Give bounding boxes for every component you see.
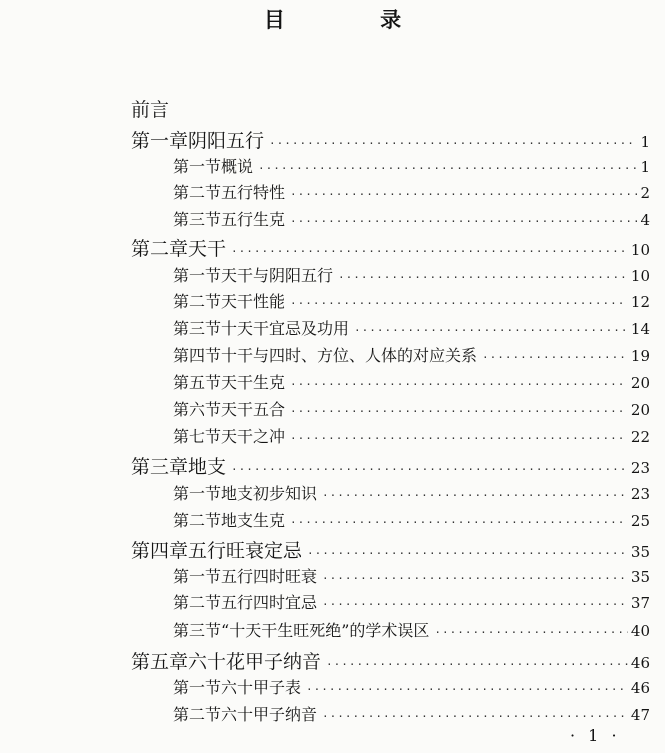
section-title: 天干性能 xyxy=(221,292,286,311)
page-ref: 2 xyxy=(640,184,650,202)
page-ref: 10 xyxy=(630,267,650,285)
chapter-number: 第二章 xyxy=(131,238,189,260)
toc-section-entry xyxy=(173,481,650,503)
page-ref: 46 xyxy=(630,654,650,672)
toc-section-entry xyxy=(173,180,650,202)
section-number: 第七节 xyxy=(173,427,222,446)
page-ref: 10 xyxy=(630,241,650,259)
page-ref: 1 xyxy=(640,133,650,151)
section-title: 五行特性 xyxy=(221,183,286,202)
toc-section-entry xyxy=(173,154,650,176)
dot-leader xyxy=(290,215,637,228)
toc-section-entry xyxy=(173,370,650,392)
section-number: 第一节 xyxy=(173,157,222,176)
dot-leader xyxy=(338,271,628,284)
page-ref: 22 xyxy=(630,428,650,446)
page-ref: 14 xyxy=(630,320,650,338)
section-number: 第一节 xyxy=(173,266,222,285)
section-number: 第六节 xyxy=(173,400,222,419)
section-title: 地支生克 xyxy=(221,511,286,530)
page-ref: 23 xyxy=(630,459,650,477)
dot-leader xyxy=(482,351,628,364)
section-title: 五行生克 xyxy=(221,210,286,229)
toc-section-entry xyxy=(173,343,650,365)
toc-section-entry xyxy=(173,263,650,285)
section-title: 五行四时宜忌 xyxy=(221,593,318,612)
section-title: 天干生克 xyxy=(221,373,286,392)
page-ref: 20 xyxy=(630,401,650,419)
toc-chapter-entry xyxy=(131,536,650,560)
page-ref: 40 xyxy=(630,622,650,640)
dot-leader xyxy=(290,432,628,445)
chapter-number: 第五章 xyxy=(131,651,189,673)
section-number: 第三节 xyxy=(173,621,222,640)
section-title: 五行四时旺衰 xyxy=(221,567,318,586)
section-title: 天干与阴阳五行 xyxy=(221,266,334,285)
toc-chapter-entry xyxy=(131,452,650,476)
dot-leader xyxy=(326,658,628,671)
page-ref: 37 xyxy=(630,594,650,612)
dot-leader xyxy=(290,516,628,529)
section-number: 第一节 xyxy=(173,567,222,586)
toc-section-entry xyxy=(173,590,650,612)
preface-entry: 前言 xyxy=(131,99,170,121)
toc-section-entry xyxy=(173,207,650,229)
section-number: 第一节 xyxy=(173,484,222,503)
dot-leader xyxy=(322,572,628,585)
section-number: 第二节 xyxy=(173,511,222,530)
section-title: 概说 xyxy=(221,157,254,176)
toc-chapter-entry xyxy=(131,647,650,671)
toc-chapter-entry xyxy=(131,126,650,150)
toc-section-entry xyxy=(173,424,650,446)
chapter-title: 阴阳五行 xyxy=(188,130,265,152)
page-ref: 1 xyxy=(640,158,650,176)
dot-leader xyxy=(434,626,628,639)
dot-leader xyxy=(290,297,628,310)
section-number: 第三节 xyxy=(173,319,222,338)
page-ref: 47 xyxy=(630,706,650,724)
section-title: 天干之冲 xyxy=(221,427,286,446)
dot-leader xyxy=(290,188,637,201)
dot-leader xyxy=(290,405,628,418)
section-title: 十天干宜忌及功用 xyxy=(221,319,350,338)
dot-leader xyxy=(269,137,637,150)
section-title: 六十甲子纳音 xyxy=(221,705,318,724)
chapter-number: 第四章 xyxy=(131,540,189,562)
section-title: 天干五合 xyxy=(221,400,286,419)
toc-section-entry xyxy=(173,675,650,697)
toc-section-entry xyxy=(173,289,650,311)
page-ref: 23 xyxy=(630,485,650,503)
section-number: 第一节 xyxy=(173,678,222,697)
chapter-number: 第一章 xyxy=(131,130,189,152)
chapter-number: 第三章 xyxy=(131,456,189,478)
dot-leader xyxy=(322,710,628,723)
dot-leader xyxy=(231,245,628,258)
toc-section-entry xyxy=(173,702,650,724)
page-ref: 19 xyxy=(630,347,650,365)
section-title: 十干与四时、方位、人体的对应关系 xyxy=(221,346,478,365)
page-title: 目 录 xyxy=(263,7,446,32)
section-number: 第三节 xyxy=(173,210,222,229)
dot-leader xyxy=(258,162,637,175)
toc-chapter-entry xyxy=(131,234,650,258)
toc-section-entry xyxy=(173,508,650,530)
section-number: 第五节 xyxy=(173,373,222,392)
dot-leader xyxy=(354,324,628,337)
dot-leader xyxy=(231,463,628,476)
dot-leader xyxy=(306,683,628,696)
page-ref: 4 xyxy=(640,211,650,229)
toc-section-entry xyxy=(173,564,650,586)
page-number: · 1 · xyxy=(570,726,621,745)
dot-leader xyxy=(307,547,628,560)
chapter-title: 六十花甲子纳音 xyxy=(188,651,322,673)
section-number: 第二节 xyxy=(173,593,222,612)
chapter-title: 地支 xyxy=(188,456,227,478)
section-number: 第二节 xyxy=(173,183,222,202)
toc-section-entry xyxy=(173,618,650,640)
dot-leader xyxy=(322,489,628,502)
toc-section-entry xyxy=(173,316,650,338)
dot-leader xyxy=(290,378,628,391)
page-ref: 12 xyxy=(630,293,650,311)
chapter-title: 天干 xyxy=(188,238,227,260)
page-ref: 25 xyxy=(630,512,650,530)
page-ref: 46 xyxy=(630,679,650,697)
section-title: “十天干生旺死绝”的学术误区 xyxy=(221,621,430,640)
section-number: 第四节 xyxy=(173,346,222,365)
toc-section-entry xyxy=(173,397,650,419)
dot-leader xyxy=(322,598,628,611)
section-number: 第二节 xyxy=(173,705,222,724)
page-ref: 20 xyxy=(630,374,650,392)
section-number: 第二节 xyxy=(173,292,222,311)
page-ref: 35 xyxy=(630,568,650,586)
section-title: 六十甲子表 xyxy=(221,678,302,697)
chapter-title: 五行旺衰定忌 xyxy=(188,540,303,562)
page-ref: 35 xyxy=(630,543,650,561)
section-title: 地支初步知识 xyxy=(221,484,318,503)
